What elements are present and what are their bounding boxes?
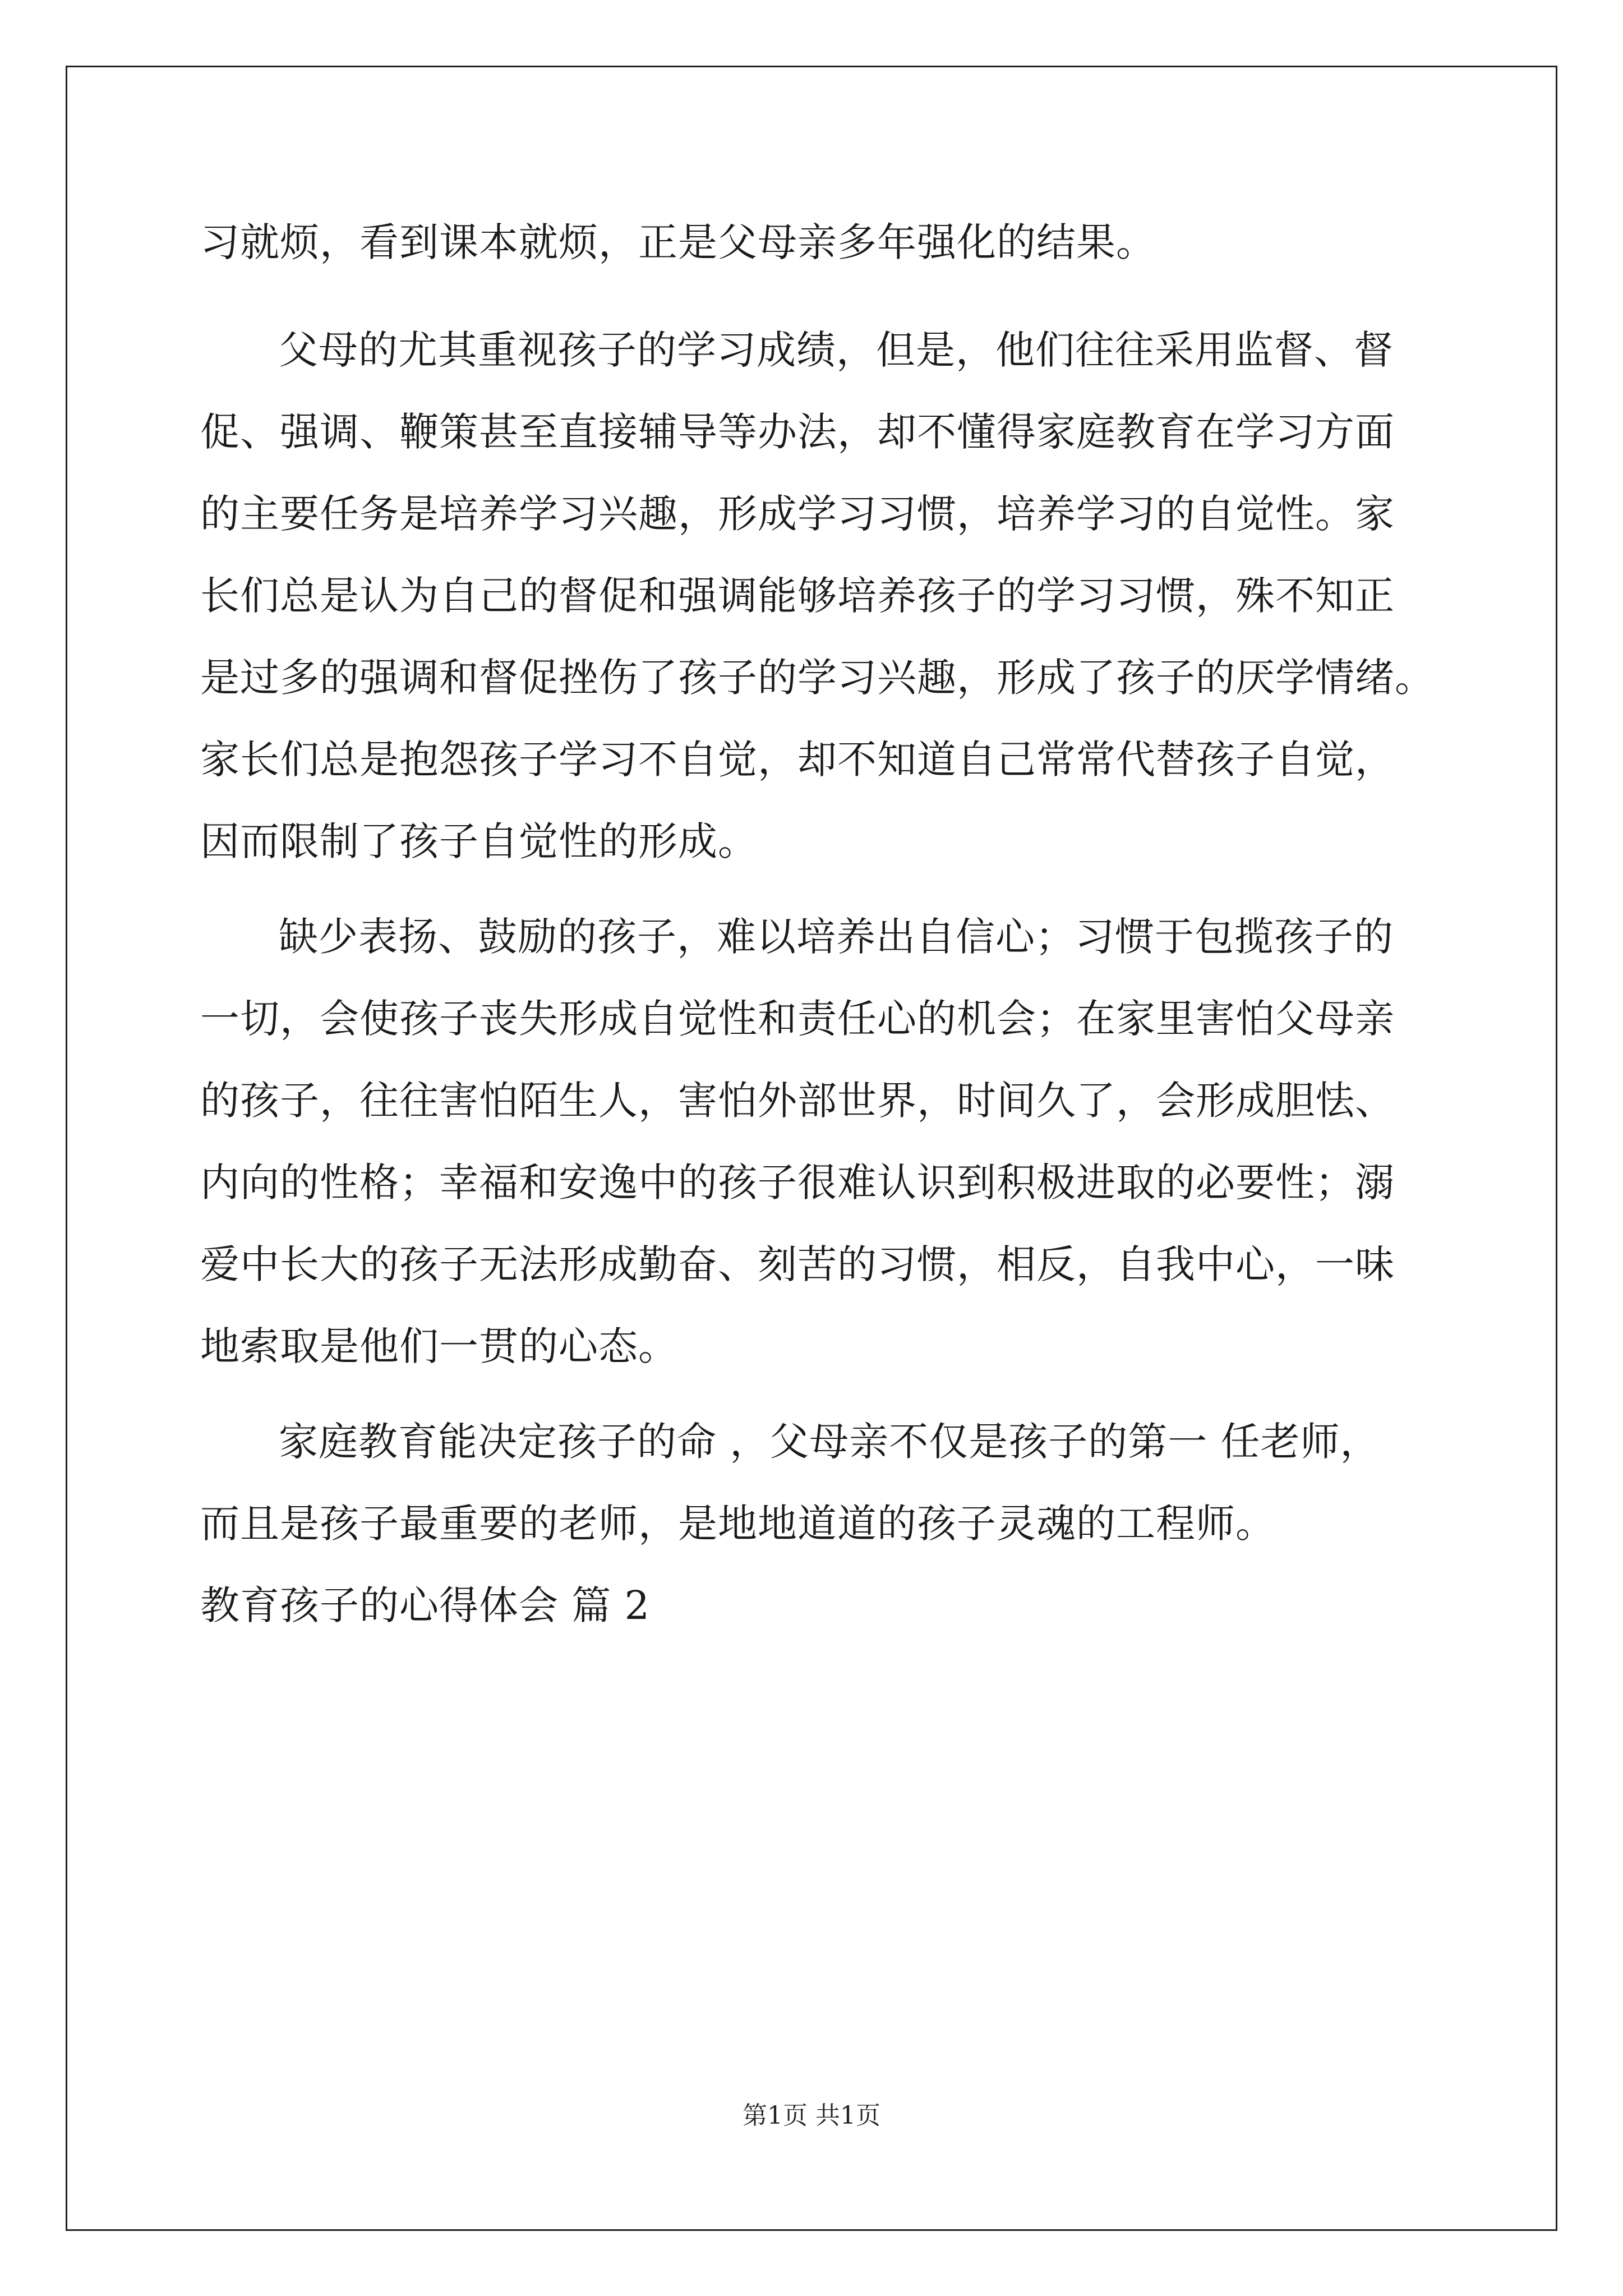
text-line: 内向的性格；幸福和安逸中的孩子很难认识到积极进取的必要性；溺 — [200, 1159, 1395, 1205]
paragraph-start-line: 父母的尤其重视孩子的学习成绩，但是，他们往往采用监督、督 — [279, 327, 1394, 373]
text-line: 而且是孩子最重要的老师，是地地道道的孩子灵魂的工程师。 — [200, 1501, 1275, 1547]
text-line: 一切，会使孩子丧失形成自觉性和责任心的机会；在家里害怕父母亲 — [200, 996, 1395, 1042]
text-line: 是过多的强调和督促挫伤了孩子的学习兴趣，形成了孩子的厌学情绪。 — [200, 655, 1435, 701]
paragraph-start-line: 家庭教育能决定孩子的命 ，父母亲不仅是孩子的第一 任老师， — [279, 1419, 1380, 1465]
text-line: 因而限制了孩子自觉性的形成。 — [200, 818, 758, 864]
text-line: 的主要任务是培养学习兴趣，形成学习习惯，培养学习的自觉性。家 — [200, 491, 1395, 537]
text-line: 爱中长大的孩子无法形成勤奋、刻苦的习惯，相反，自我中心，一味 — [200, 1241, 1395, 1287]
section-heading: 教育孩子的心得体会 篇 2 — [200, 1582, 651, 1628]
page-border — [66, 66, 1557, 2231]
page-number-footer: 第1页 共1页 — [743, 2101, 880, 2130]
text-line: 的孩子，往往害怕陌生人，害怕外部世界，时间久了，会形成胆怯、 — [200, 1078, 1395, 1124]
paragraph-start-line: 缺少表扬、鼓励的孩子，难以培养出自信心；习惯于包揽孩子的 — [279, 914, 1394, 960]
text-line: 家长们总是抱怨孩子学习不自觉，却不知道自己常常代替孩子自觉， — [200, 737, 1395, 783]
text-line: 促、强调、鞭策甚至直接辅导等办法，却不懂得家庭教育在学习方面 — [200, 409, 1395, 455]
text-line: 习就烦，看到课本就烦，正是父母亲多年强化的结果。 — [200, 219, 1156, 265]
text-line: 地索取是他们一贯的心态。 — [200, 1323, 678, 1369]
text-line: 长们总是认为自己的督促和强调能够培养孩子的学习习惯，殊不知正 — [200, 573, 1395, 619]
